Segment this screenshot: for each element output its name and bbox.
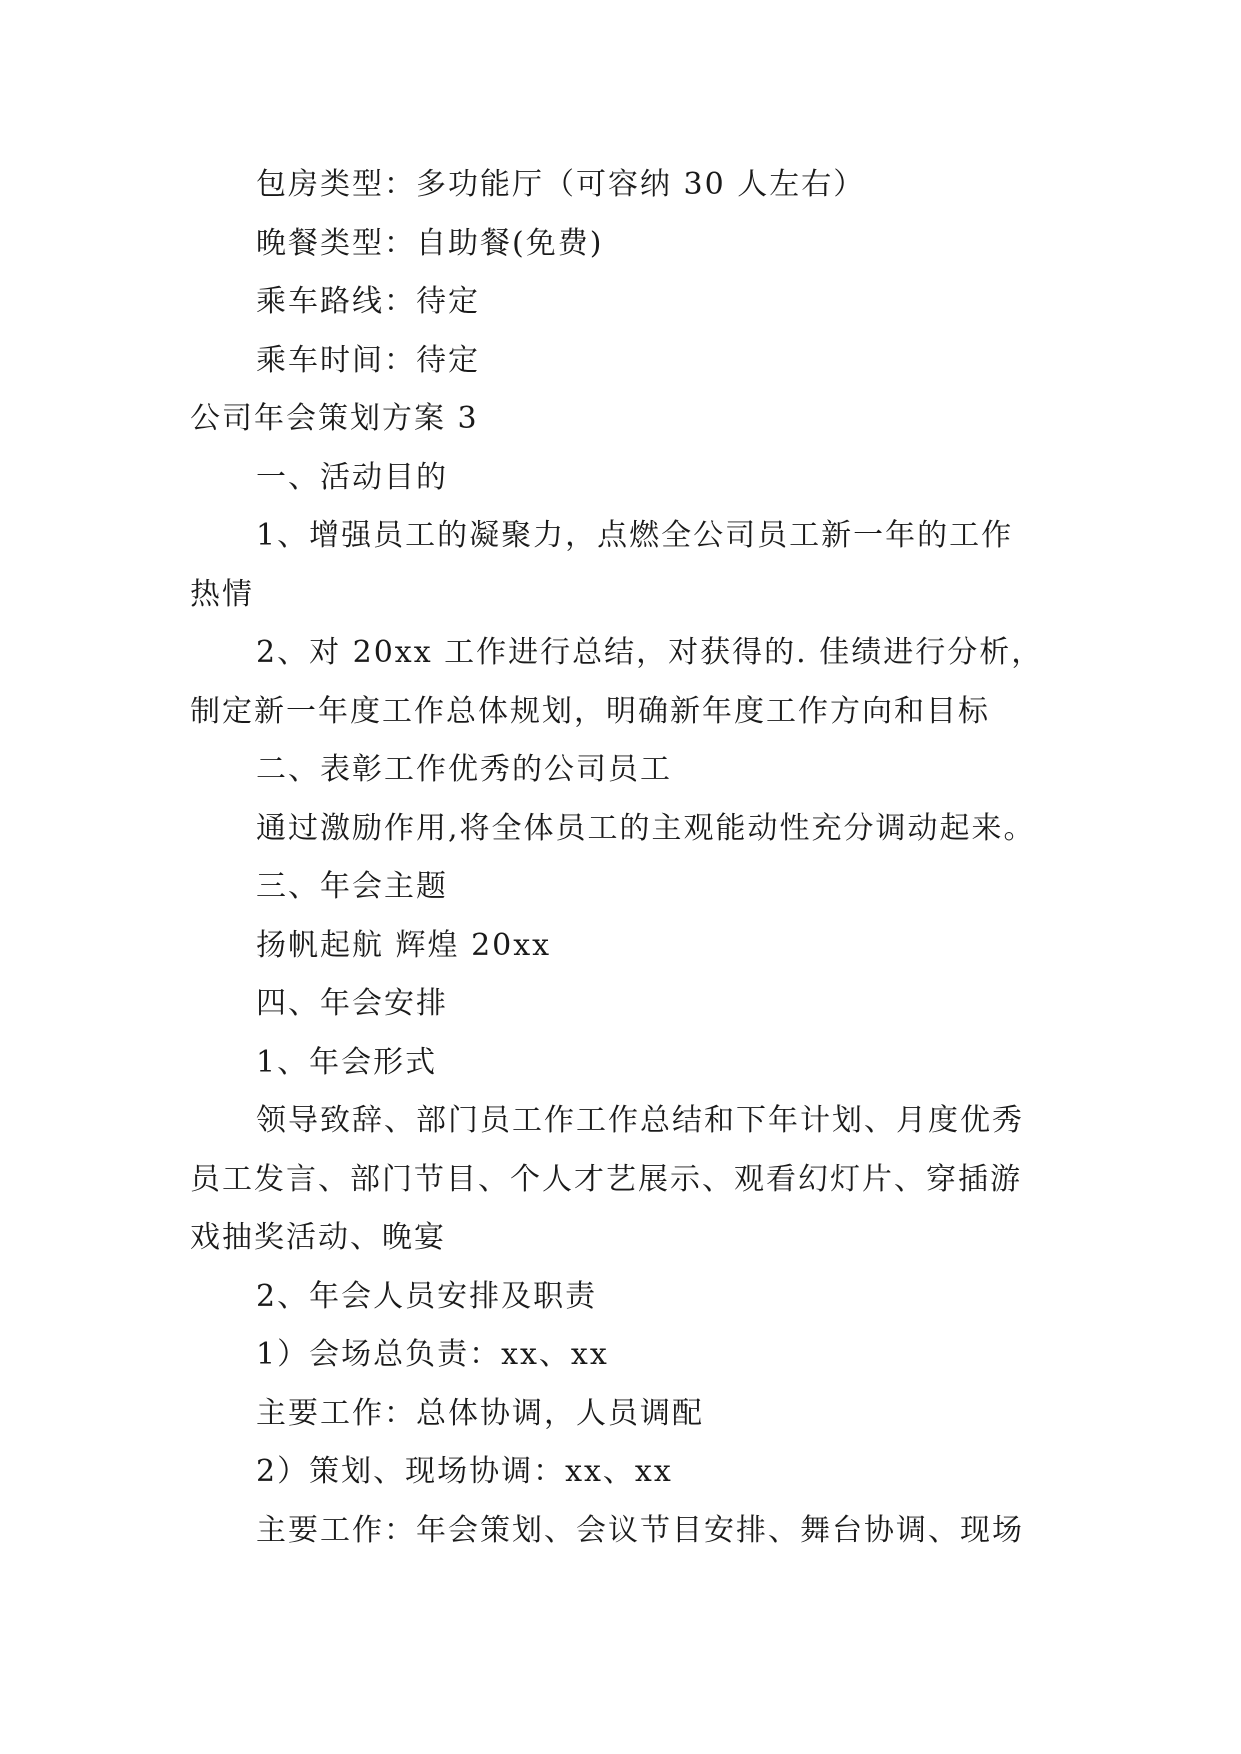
staff-heading: 2、年会人员安排及职责 xyxy=(256,1278,598,1314)
staff-item-2-work: 主要工作：年会策划、会议节目安排、舞台协调、现场 xyxy=(256,1512,1024,1548)
heading-purpose: 一、活动目的 xyxy=(256,459,448,495)
purpose-item-1: 1、增强员工的凝聚力，点燃全公司员工新一年的工作 xyxy=(256,518,1014,553)
staff-item-2: 2）策划、现场协调：xx、xx xyxy=(256,1454,673,1489)
section-title: 公司年会策划方案 3 xyxy=(190,401,479,436)
room-type-line: 包房类型：多功能厅（可容纳 30 人左右） xyxy=(256,167,866,202)
heading-arrangement: 四、年会安排 xyxy=(256,986,448,1021)
staff-item-1: 1）会场总负责：xx、xx xyxy=(256,1337,609,1372)
heading-commend: 二、表彰工作优秀的公司员工 xyxy=(256,752,672,787)
arrangement-form-heading: 1、年会形式 xyxy=(256,1044,438,1080)
arrangement-form-text-cont-1: 员工发言、部门节目、个人才艺展示、观看幻灯片、穿插游 xyxy=(190,1161,1022,1197)
staff-item-1-work: 主要工作：总体协调，人员调配 xyxy=(256,1395,704,1431)
dinner-type-line: 晚餐类型：自助餐(免费) xyxy=(256,225,604,261)
bus-route-line: 乘车路线：待定 xyxy=(256,284,480,319)
theme-text: 扬帆起航 辉煌 20xx xyxy=(256,927,552,963)
heading-theme: 三、年会主题 xyxy=(256,869,448,904)
bus-time-line: 乘车时间：待定 xyxy=(256,342,480,378)
commend-text: 通过激励作用,将全体员工的主观能动性充分调动起来。 xyxy=(256,810,1036,846)
document-page xyxy=(190,156,1060,1560)
arrangement-form-text-cont-2: 戏抽奖活动、晚宴 xyxy=(190,1220,446,1255)
purpose-item-1-cont: 热情 xyxy=(190,576,254,612)
purpose-item-2-cont: 制定新一年度工作总体规划，明确新年度工作方向和目标 xyxy=(190,693,990,729)
purpose-item-2: 2、对 20xx 工作进行总结，对获得的. 佳绩进行分析， xyxy=(256,635,1044,670)
arrangement-form-text: 领导致辞、部门员工作工作总结和下年计划、月度优秀 xyxy=(256,1103,1024,1138)
